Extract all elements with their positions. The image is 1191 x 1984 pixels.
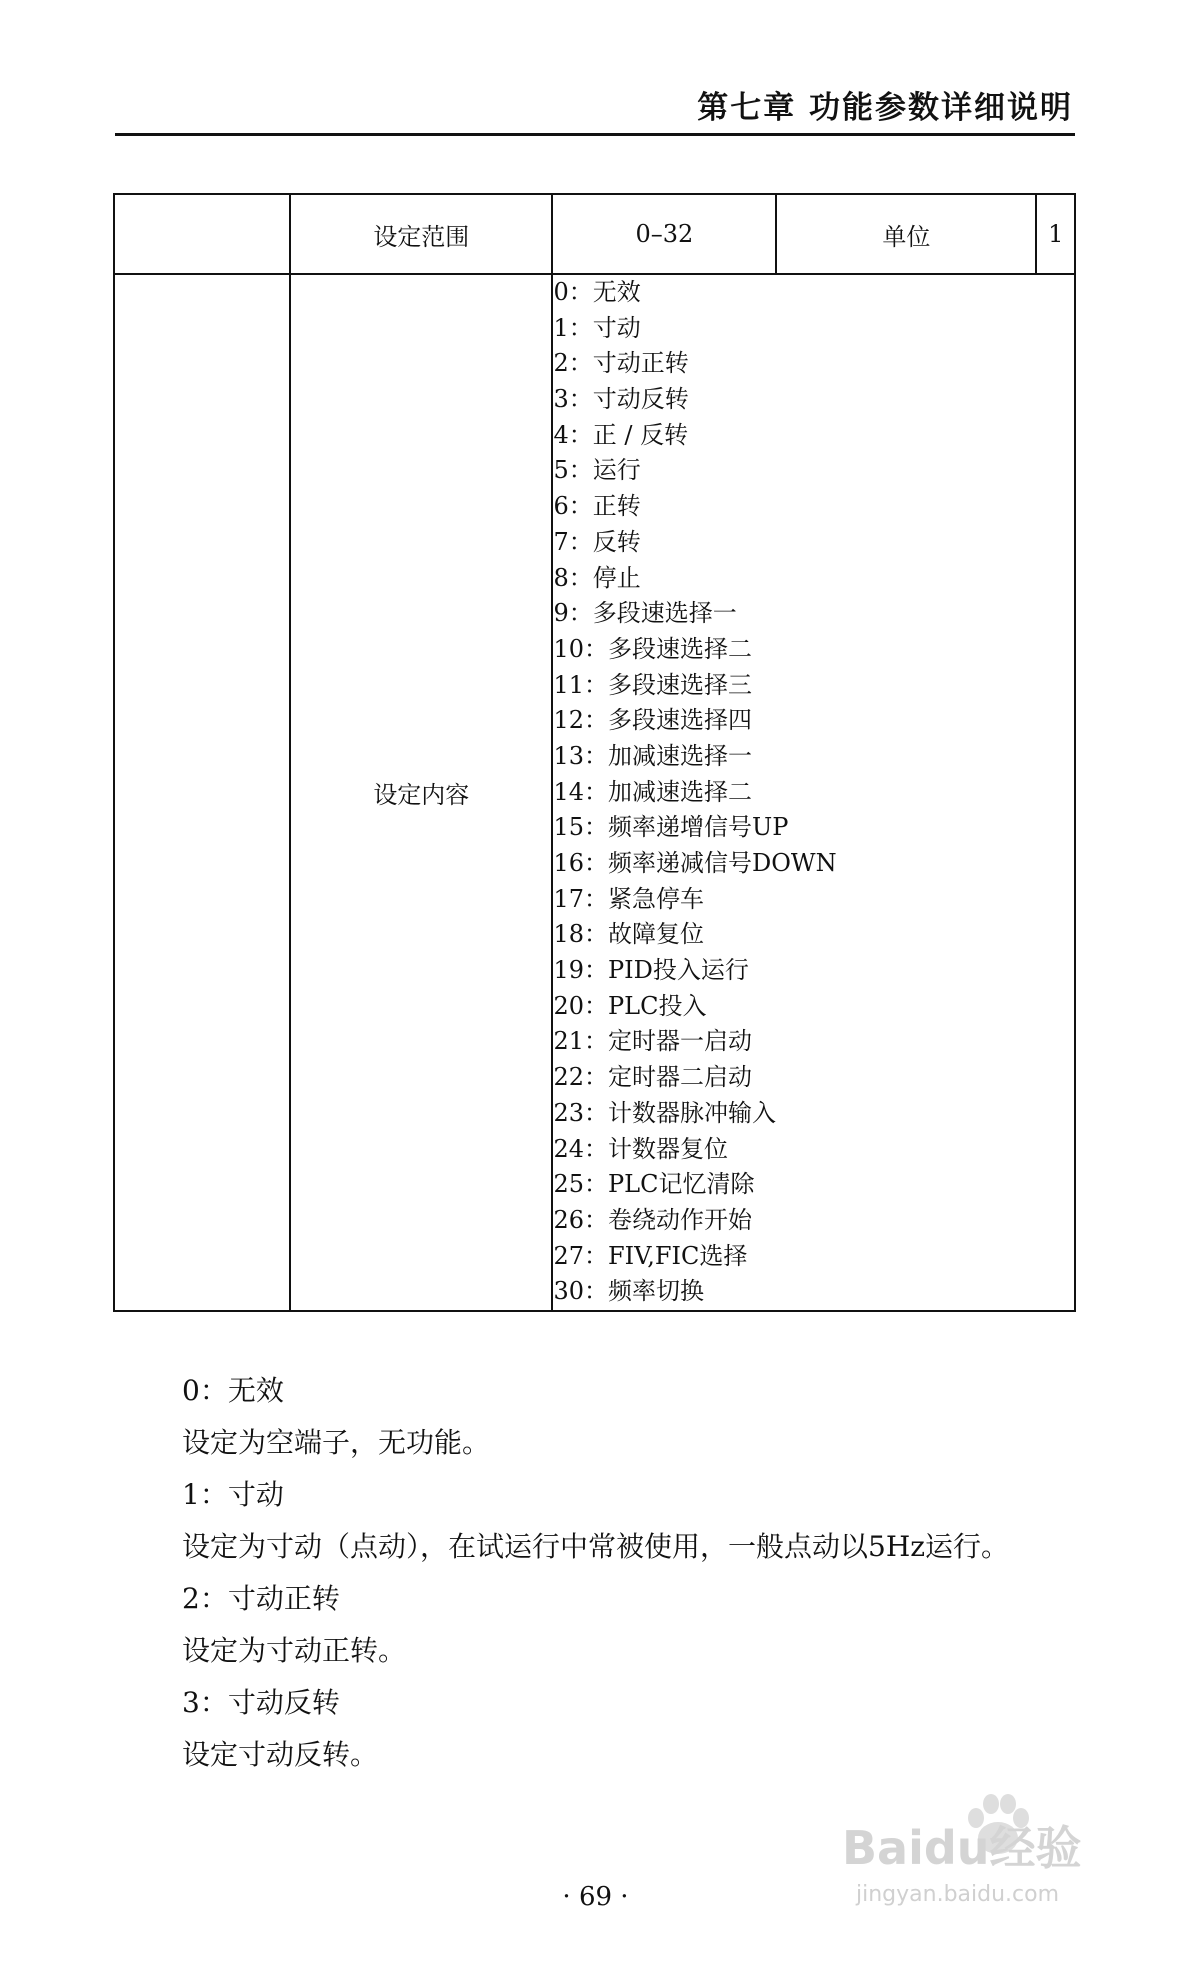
option-item: 5：运行 bbox=[553, 456, 641, 485]
watermark-logo-text: Baidu经验 bbox=[842, 1821, 1082, 1875]
option-item: 6：正转 bbox=[553, 492, 641, 521]
option-item: 22：定时器二启动 bbox=[553, 1063, 752, 1092]
body-paragraph: 设定为寸动（点动），在试运行中常被使用，一般点动以5Hz运行。 bbox=[182, 1530, 1009, 1563]
table-cell-blank bbox=[114, 194, 290, 274]
option-item: 23：计数器脉冲输入 bbox=[553, 1098, 776, 1127]
table-cell-blank bbox=[114, 274, 290, 1311]
content-label: 设定内容 bbox=[290, 274, 552, 1311]
option-item: 15：频率递增信号UP bbox=[553, 813, 789, 842]
options-cell bbox=[552, 274, 1075, 1311]
option-item: 18：故障复位 bbox=[553, 920, 704, 949]
body-paragraph: 设定为空端子，无功能。 bbox=[182, 1426, 491, 1459]
option-item: 2：寸动正转 bbox=[553, 349, 689, 378]
option-item: 26：卷绕动作开始 bbox=[553, 1205, 752, 1234]
unit-label: 单位 bbox=[776, 194, 1036, 274]
option-item: 17：紧急停车 bbox=[553, 884, 704, 913]
option-item: 25：PLC记忆清除 bbox=[553, 1170, 755, 1199]
body-paragraph: 0：无效 bbox=[182, 1374, 284, 1407]
option-item: 16：频率递减信号DOWN bbox=[553, 849, 837, 877]
table-row-content bbox=[114, 274, 1075, 1311]
option-item: 3：寸动反转 bbox=[553, 385, 689, 414]
table-row-range bbox=[114, 194, 1075, 274]
body-paragraph: 3：寸动反转 bbox=[182, 1686, 340, 1719]
option-item: 12：多段速选择四 bbox=[553, 706, 752, 735]
page-number: · 69 · bbox=[562, 1882, 629, 1912]
header-rule bbox=[115, 133, 1075, 136]
watermark-url: jingyan.baidu.com bbox=[856, 1882, 1060, 1907]
option-item: 24：计数器复位 bbox=[553, 1134, 728, 1163]
option-item: 27：FIV,FIC选择 bbox=[553, 1241, 748, 1270]
option-item: 11：多段速选择三 bbox=[553, 670, 752, 699]
chapter-title: 第七章 功能参数详细说明 bbox=[697, 90, 1073, 126]
option-item: 19：PID投入运行 bbox=[553, 956, 749, 985]
option-item: 1：寸动 bbox=[553, 313, 641, 342]
range-value: 0–32 bbox=[552, 194, 776, 274]
body-paragraph: 设定为寸动正转。 bbox=[182, 1634, 407, 1667]
body-text bbox=[113, 1365, 1076, 1781]
option-item: 4：正 / 反转 bbox=[553, 420, 689, 449]
body-paragraph: 1：寸动 bbox=[182, 1478, 284, 1511]
option-item: 21：定时器一启动 bbox=[553, 1027, 752, 1056]
unit-value: 1 bbox=[1036, 194, 1075, 274]
option-item: 10：多段速选择二 bbox=[553, 634, 752, 663]
option-item: 30：频率切换 bbox=[553, 1277, 704, 1306]
baidu-watermark bbox=[838, 1790, 1108, 1930]
option-item: 7：反转 bbox=[553, 527, 641, 556]
body-paragraph: 设定寸动反转。 bbox=[182, 1738, 379, 1771]
option-item: 14：加减速选择二 bbox=[553, 777, 752, 806]
option-item: 0：无效 bbox=[553, 278, 641, 306]
option-item: 13：加减速选择一 bbox=[553, 741, 752, 770]
option-item: 20：PLC投入 bbox=[553, 991, 707, 1020]
body-paragraph: 2：寸动正转 bbox=[182, 1582, 340, 1615]
parameter-table bbox=[113, 193, 1076, 1312]
option-item: 9：多段速选择一 bbox=[553, 599, 737, 628]
range-label: 设定范围 bbox=[290, 194, 552, 274]
options-list bbox=[553, 275, 1074, 1310]
option-item: 8：停止 bbox=[553, 563, 641, 592]
